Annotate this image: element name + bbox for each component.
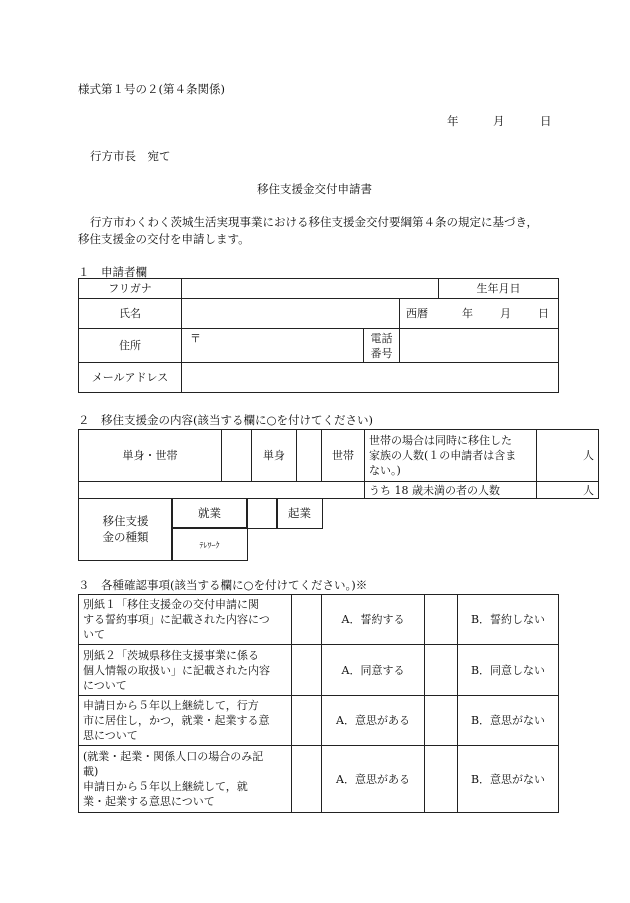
intro-text-line2: 移住支援金の交付を申請します。 [78, 232, 250, 246]
postal-mark: 〒 [190, 332, 201, 345]
email-field[interactable] [182, 363, 559, 393]
option-a-check-cell[interactable] [292, 595, 322, 645]
birth-month-label: 月 [500, 307, 511, 320]
form-number: 様式第１号の２(第４条関係) [78, 82, 225, 96]
confirmation-row [79, 746, 559, 813]
employment-check-cell[interactable] [246, 498, 278, 529]
name-field[interactable] [182, 299, 400, 329]
single-household-label: 単身・世帯 [79, 430, 222, 482]
email-label: メールアドレス [79, 363, 182, 393]
option-a-label: A．同意する [322, 645, 425, 696]
option-a-label: A．意思がある [322, 746, 425, 813]
option-a-check-cell[interactable] [292, 746, 322, 813]
option-b-label: B．誓約しない [458, 595, 559, 645]
item-line: 別紙２「茨城県移住支援事業に係る [83, 648, 259, 662]
option-b-check-cell[interactable] [425, 746, 458, 813]
address-label: 住所 [79, 329, 182, 363]
option-a-check-cell[interactable] [292, 696, 322, 746]
item-line: する誓約事項」に記載された内容につ [83, 613, 270, 626]
under18-unit: 人 [583, 483, 594, 497]
item-line: 別紙１「移住支援金の交付申請に関 [83, 598, 259, 611]
household-label: 世帯 [322, 430, 365, 482]
family-count-note [365, 430, 537, 482]
addressee: 行方市長 宛て [90, 149, 171, 163]
phone-label-line1: 電話 [370, 331, 393, 345]
support-type-label-cell [78, 498, 173, 561]
confirmation-item [79, 645, 292, 696]
section3-heading: ３ 各種確認事項(該当する欄に○を付けてください。)※ [78, 578, 368, 592]
furigana-label: フリガナ [79, 279, 182, 299]
item-line: について [83, 678, 127, 692]
furigana-field[interactable] [182, 279, 439, 299]
phone-label-line2: 番号 [370, 346, 393, 360]
option-a-check-cell[interactable] [292, 645, 322, 696]
item-line: いて [83, 628, 105, 641]
support-type-line2: 金の種類 [102, 530, 149, 544]
family-note-line3: ない。) [369, 464, 401, 477]
option-b-check-cell[interactable] [425, 645, 458, 696]
item-line: 市に居住し，かつ，就業・起業する意 [83, 714, 270, 727]
single-household-blank[interactable] [222, 430, 252, 482]
document-title: 移住支援金交付申請書 [257, 182, 372, 196]
option-b-label: B．同意しない [458, 645, 559, 696]
date-year-label: 年 [447, 114, 459, 128]
address-field[interactable] [182, 329, 364, 363]
date-day-label: 日 [540, 114, 552, 128]
confirmation-item [79, 595, 292, 645]
date-month-label: 月 [493, 114, 505, 128]
family-note-line2: 家族の人数(１の申請者は含ま [369, 449, 517, 462]
confirmation-row [79, 645, 559, 696]
option-b-check-cell[interactable] [425, 595, 458, 645]
section1-heading: １ 申請者欄 [78, 265, 147, 279]
item-line: 個人情報の取扱い」に記載された内容 [83, 663, 270, 677]
under18-spacer [79, 482, 365, 499]
item-line: (就業・起業・関係人口の場合のみ記 [83, 750, 264, 763]
birth-year-label: 年 [462, 307, 473, 320]
people-unit: 人 [583, 449, 594, 462]
under18-label: うち 18 歳未満の者の人数 [365, 482, 537, 499]
telework-label: ﾃﾚﾜｰｸ [199, 541, 220, 550]
option-a-label: A．意思がある [322, 696, 425, 746]
option-b-check-cell[interactable] [425, 696, 458, 746]
single-label: 単身 [252, 430, 297, 482]
item-line: 申請日から５年以上継続して，行方 [83, 699, 259, 712]
single-check-cell[interactable] [297, 430, 322, 482]
confirmation-row [79, 696, 559, 746]
confirmation-item [79, 746, 292, 813]
phone-label [364, 329, 400, 363]
section2-heading: ２ 移住支援金の内容(該当する欄に○を付けてください) [78, 413, 374, 427]
option-b-label: B．意思がない [458, 696, 559, 746]
family-note-line1: 世帯の場合は同時に移住した [369, 434, 512, 447]
phone-field[interactable] [400, 329, 559, 363]
family-count-field[interactable] [537, 430, 599, 482]
support-content-table [78, 429, 599, 499]
confirmation-item [79, 696, 292, 746]
confirmation-row [79, 595, 559, 645]
startup-label: 起業 [276, 498, 323, 529]
employment-label: 就業 [171, 498, 248, 529]
birthdate-field[interactable] [400, 299, 559, 329]
name-label: 氏名 [79, 299, 182, 329]
item-line: 載) [83, 765, 99, 778]
under18-field[interactable] [537, 482, 599, 499]
birthdate-label: 生年月日 [439, 279, 559, 299]
option-b-label: B．意思がない [458, 746, 559, 813]
intro-text-line1: 行方市わくわく茨城生活実現事業における移住支援金交付要綱第４条の規定に基づき， [90, 215, 539, 229]
confirmation-table [78, 594, 559, 813]
item-line: 申請日から５年以上継続して，就 [83, 780, 248, 793]
birth-day-label: 日 [538, 307, 549, 320]
item-line: 業・起業する意思について [83, 795, 215, 808]
era-label: 西暦 [406, 307, 428, 320]
option-a-label: A．誓約する [322, 595, 425, 645]
support-type-line1: 移住支援 [102, 514, 149, 528]
telework-cell [171, 527, 248, 561]
applicant-table [78, 278, 559, 393]
item-line: 思について [83, 729, 138, 742]
